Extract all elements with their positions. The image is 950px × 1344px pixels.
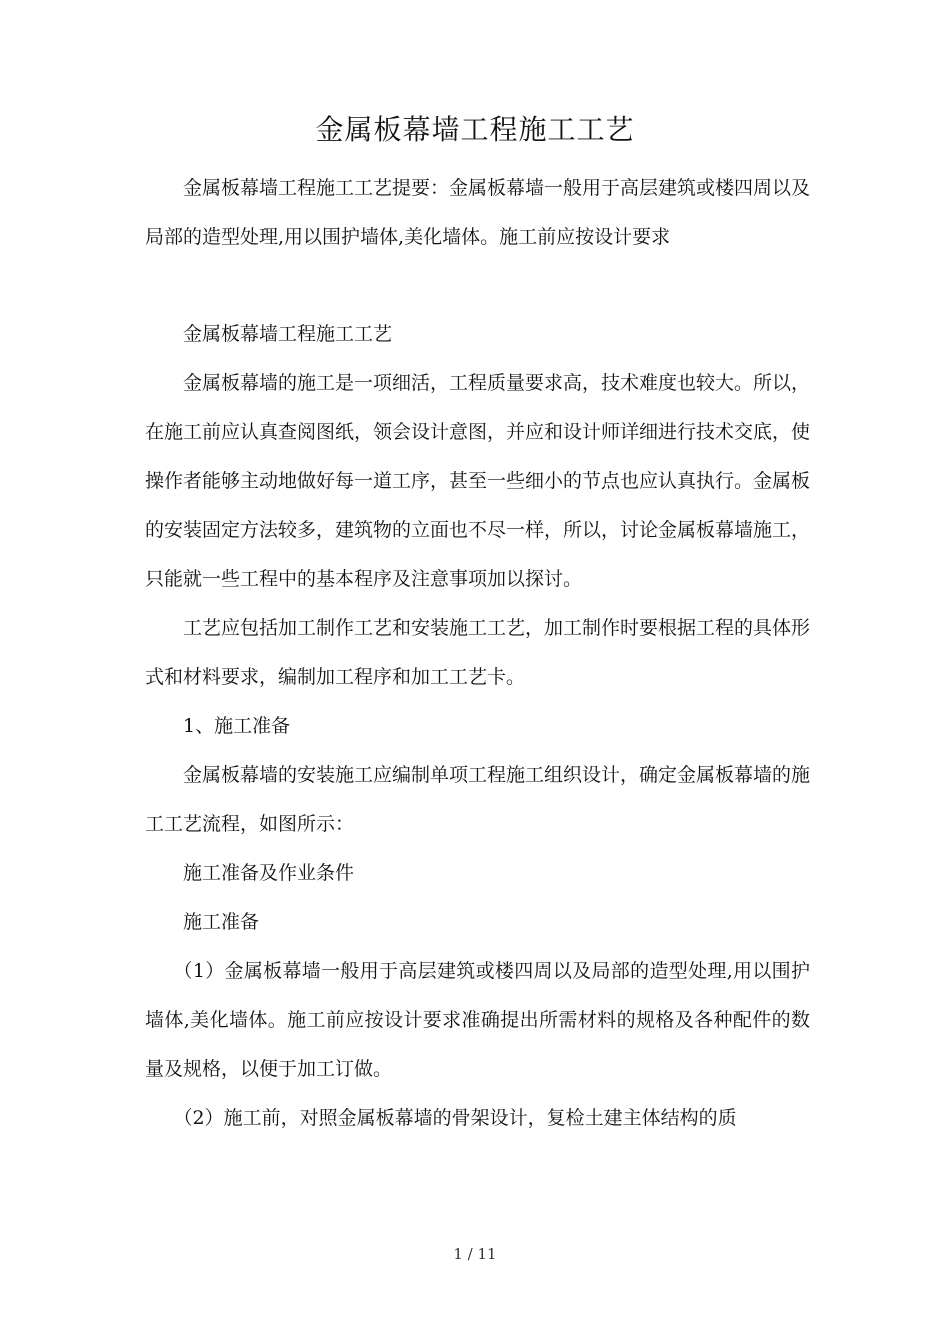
- process-paragraph: 工艺应包括加工制作工艺和安装施工工艺，加工制作时要根据工程的具体形式和材料要求，编制加工程序和加工工艺卡。: [145, 617, 811, 688]
- document-title: 金属板幕墙工程施工工艺: [315, 113, 635, 146]
- workflow-paragraph: 金属板幕墙的安装施工应编制单项工程施工组织设计，确定金属板幕墙的施工工艺流程，如图所示：: [145, 764, 811, 835]
- page-number: 1 / 11: [453, 1245, 497, 1263]
- section-heading: 金属板幕墙工程施工工艺: [183, 323, 393, 345]
- subheading-conditions: 施工准备及作业条件: [183, 862, 355, 884]
- summary-paragraph: 金属板幕墙工程施工工艺提要：金属板幕墙一般用于高层建筑或楼四周以及局部的造型处理,用以围护墙体,美化墙体。施工前应按设计要求: [145, 177, 811, 248]
- intro-paragraph: 金属板幕墙的施工是一项细活，工程质量要求高，技术难度也较大。所以，在施工前应认真查阅图纸，领会设计意图，并应和设计师详细进行技术交底，使操作者能够主动地做好每一道工序，甚至一些细小的节点也应认真执行。金属板的安装固定方法较多，建筑物的立面也不尽一样，所以，讨论金属板幕墙施工，只能就一些工程中的基本程序及注意事项加以探讨。: [145, 372, 811, 590]
- subheading-preparation: 施工准备: [183, 911, 260, 933]
- list-item-1: （1）金属板幕墙一般用于高层建筑或楼四周以及局部的造型处理,用以围护墙体,美化墙体。施工前应按设计要求准确提出所需材料的规格及各种配件的数量及规格，以便于加工订做。: [145, 960, 810, 1080]
- list-item-2: （2）施工前，对照金属板幕墙的骨架设计，复检土建主体结构的质: [173, 1107, 737, 1129]
- step-heading-preparation: 1、施工准备: [183, 715, 291, 737]
- document-body: [145, 164, 810, 1143]
